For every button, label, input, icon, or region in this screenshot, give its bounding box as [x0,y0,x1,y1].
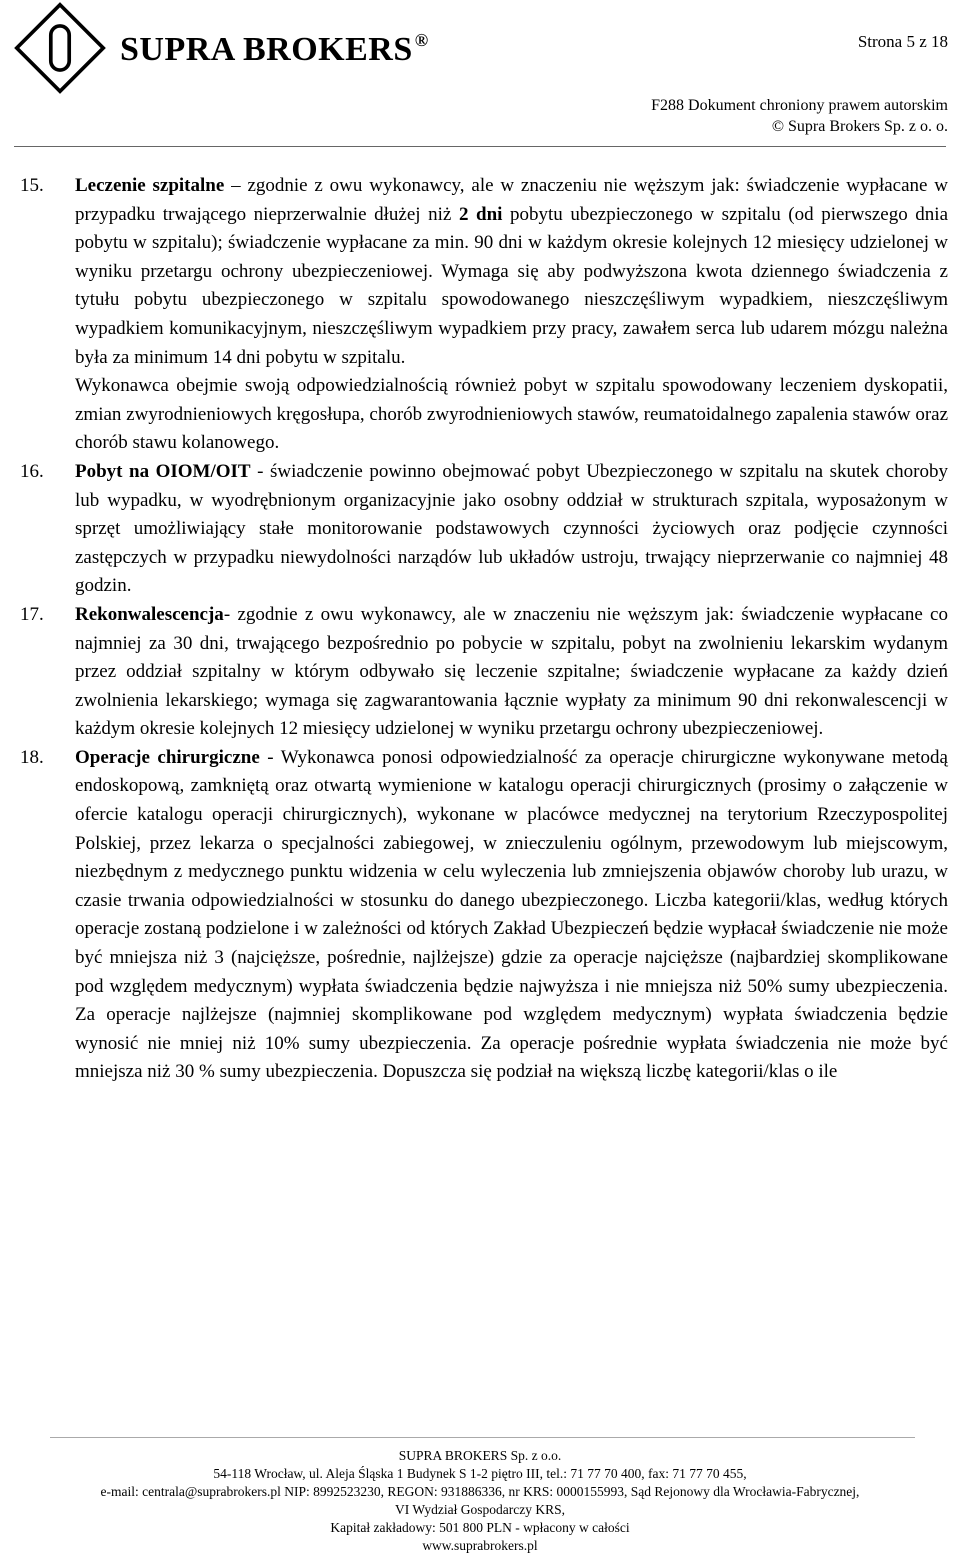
section-17 [20,601,948,744]
emphasis: 2 dni [458,203,503,225]
section-number: 18. [20,746,44,768]
section-term: Rekonwalescencja [75,603,224,625]
section-text [75,601,948,744]
text-run: - świadczenie powinno obejmować pobyt Ubezpieczonego w szpitalu na skutek choroby lub wypadku, w wyodrębnionym organizacyjnie jako osobny oddział w strukturach szpitala, wyposażonym w sprzęt umożliwiający stałe monitorowanie podstawowych czynności życiowych oraz podjęcie czynności zastępczych w przypadku niewydolności narządów lub układów ustroju, trwający nieprzerwanie co najmniej 48 godzin. [75,460,948,597]
header-divider [14,146,946,147]
company-address: 54-118 Wrocław, ul. Aleja Śląska 1 Budynek S 1-2 piętro III, tel.: 71 77 70 400, fax: 71 77 70 455, [213,1466,747,1481]
section-number: 15. [20,175,44,196]
section-text [75,744,948,1087]
section-term: Operacje chirurgiczne [75,746,260,768]
section-term: Pobyt na OIOM/OIT [75,460,251,482]
share-capital: Kapitał zakładowy: 501 800 PLN - wpłacony w całości [330,1520,630,1535]
footer-divider [50,1437,915,1438]
text-run: - zgodnie z owu wykonawcy, ale w znaczeniu nie węższym jak: świadczenie wypłacane co najmniej za 30 dni, trwającego bezpośrednio po pobycie w szpitalu, pobyt na zwolnieniu lekarskim wydanym przez oddział szpitalny w którym odbywało się leczenie szpitalne; świadczenie wypłacane za każdy dzień zwolnienia lekarskiego; wymaga się zagwarantowania łącznie wypłaty za minimum 90 dni rekonwalescencji w każdym okresie kolejnych 12 miesięcy udzielonej w wyniku przetargu ochrony ubezpieczeniowej. [75,603,948,740]
paragraph [75,172,948,372]
section-15 [20,172,948,458]
brand-name: SUPRA BROKERS ® [120,30,429,68]
section-16 [20,458,948,601]
section-number: 17. [20,603,44,625]
text-run: – zgodnie z owu wykonawcy, ale w znaczeniu nie węższym jak: świadczenie wypłacane w przypadku trwającego nieprzerwalnie dłużej niż [75,175,948,225]
page-header [0,0,960,150]
section-number: 16. [20,460,44,482]
copyright-owner: © Supra Brokers Sp. z o. o. [771,118,948,135]
registered-mark: ® [414,30,429,50]
section-text [75,458,948,601]
section-18 [20,744,948,1087]
company-website: www.suprabrokers.pl [422,1538,538,1553]
page-number: Strona 5 z 18 [857,32,948,51]
court-division: VI Wydział Gospodarczy KRS, [395,1502,565,1517]
paragraph: Wykonawca obejmie swoją odpowiedzialnością również pobyt w szpitalu spowodowany leczeniem dyskopatii, zmian zwyrodnieniowych kręgosłupa, chorób zwyrodnieniowych stawów, reumatoidalnego zapalenia stawów oraz chorób stawu kolanowego. [75,375,949,454]
supra-logo-icon [14,2,106,94]
document-protection-note: F288 Dokument chroniony prawem autorskim [651,97,948,114]
section-text [75,172,948,458]
page-footer [0,1447,960,1555]
text-run: - Wykonawca ponosi odpowiedzialność za operacje chirurgiczne wykonywane metodą endoskopową, zamkniętą oraz otwartą wymienione w katalogu operacji chirurgicznych (prosimy o załączenie w ofercie katalogu operacji chirurgicznych), wykonane w placówce medycznej na terytorium Rzeczypospolitej Polskiej, przez lekarza o specjalności zabiegowej, w znieczuleniu ogólnym, przewodowym lub miejscowym, niezbędnym z medycznego punktu widzenia w celu wyleczenia lub zmniejszenia objawów choroby lub urazu, w czasie trwania odpowiedzialności w stosunku do danego ubezpieczonego. Liczba kategorii/klas, według których operacje zostaną podzielone i w zależności od których Zakład Ubezpieczeń będzie wypłacał świadczenie nie może być mniejsza niż 3 (najcięższe, pośrednie, najlżejsze) gdzie za operacje najcięższe (najbardziej skomplikowane pod względem medycznym) wypłata świadczenia będzie najwyższa i nie mniejsza niż 50% sumy ubezpieczenia. Za operacje najlżejsze (najmniej skomplikowane pod względem medycznym) wypłata świadczenia będzie wynosić nie mniej niż 10% sumy ubezpieczenia. Za operacje pośrednie wypłata świadczenia nie może być mniejsza niż 30 % sumy ubezpieczenia. Dopuszcza się podział na większą liczbę kategorii/klas o ile [75,746,948,1083]
company-name: SUPRA BROKERS Sp. z o.o. [398,1448,562,1463]
text-run: pobytu ubezpieczonego w szpitalu (od pierwszego dnia pobytu w szpitalu); świadczenie wypłacane za min. 90 dni w każdym okresie kolejnych 12 miesięcy udzielonej w wyniku przetargu ochrony ubezpieczeniowej. Wymaga się aby podwyższona kwota dziennego świadczenia z tytułu pobytu ubezpieczonego w szpitalu spowodowanego nieszczęśliwym wypadkiem, nieszczęśliwym wypadkiem komunikacyjnym, nieszczęśliwym wypadkiem przy pracy, zawałem serca lub udarem mózgu należna była za minimum 14 dni pobytu w szpitalu. [75,203,949,368]
document-body [20,172,948,1087]
company-registration: e-mail: centrala@suprabrokers.pl NIP: 8992523230, REGON: 931886336, nr KRS: 0000155993, Sąd Rejonowy dla Wrocławia-Fabrycznej, [100,1484,860,1499]
copyright-note [651,95,948,137]
section-term: Leczenie szpitalne [75,175,225,196]
